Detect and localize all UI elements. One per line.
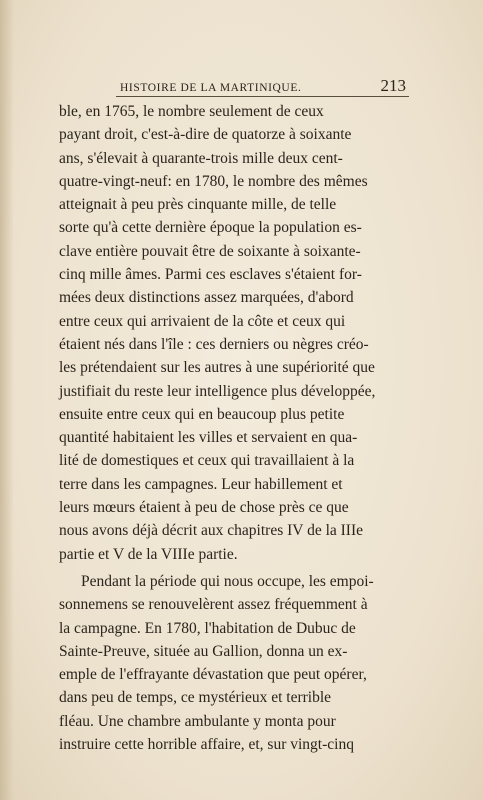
text-line: fléau. Une chambre ambulante y monta pour bbox=[59, 712, 336, 730]
text-line: Sainte-Preuve, située au Gallion, donna un ex- bbox=[59, 642, 348, 660]
text-line: lité de domestiques et ceux qui travaillaient à la bbox=[59, 452, 355, 470]
page-number: 213 bbox=[380, 76, 406, 95]
text-line: sorte qu'à cette dernière époque la population es- bbox=[59, 219, 362, 237]
page-body bbox=[59, 100, 411, 756]
text-line: mées deux distinctions assez marquées, d'abord bbox=[59, 289, 354, 307]
text-line: terre dans les campagnes. Leur habillement et bbox=[59, 475, 343, 493]
text-line: entre ceux qui arrivaient de la côte et ceux qui bbox=[59, 312, 346, 330]
text-line: emple de l'effrayante dévastation que peut opérer, bbox=[59, 666, 367, 684]
text-line: dans peu de temps, ce mystérieux et terrible bbox=[59, 689, 332, 707]
text-line: nous avons déjà décrit aux chapitres IV de la IIIe bbox=[59, 522, 363, 540]
text-line: payant droit, c'est-à-dire de quatorze à soixante bbox=[59, 126, 352, 144]
running-header bbox=[120, 76, 406, 96]
text-line: ensuite entre ceux qui en beaucoup plus petite bbox=[59, 405, 345, 423]
text-line: leurs mœurs étaient à peu de chose près ce que bbox=[59, 499, 349, 517]
text-line: quatre-vingt-neuf: en 1780, le nombre des mêmes bbox=[59, 172, 368, 190]
text-line: étaient nés dans l'île : ces derniers ou nègres créo- bbox=[59, 335, 369, 353]
text-line: ans, s'élevait à quarante-trois mille deux cent- bbox=[59, 149, 343, 167]
text-line: cinq mille âmes. Parmi ces esclaves s'étaient for- bbox=[59, 266, 362, 284]
running-title: HISTOIRE DE LA MARTINIQUE. bbox=[120, 82, 302, 94]
text-line: instruire cette horrible affaire, et, sur vingt-cinq bbox=[59, 736, 354, 754]
text-line: la campagne. En 1780, l'habitation de Dubuc de bbox=[59, 619, 356, 637]
page-gutter-shadow bbox=[0, 0, 14, 800]
text-line: clave entière pouvait être de soixante à soixante- bbox=[59, 242, 361, 260]
text-line: quantité habitaient les villes et servaient en qua- bbox=[59, 429, 358, 447]
text-line: partie et V de la VIIIe partie. bbox=[59, 545, 238, 563]
text-line: les prétendaient sur les autres à une supériorité que bbox=[59, 359, 375, 377]
text-line: ble, en 1765, le nombre seulement de ceux bbox=[59, 103, 324, 120]
text-line: Pendant la période qui nous occupe, les empoi- bbox=[81, 572, 374, 590]
text-line: atteignait à peu près cinquante mille, de telle bbox=[59, 196, 337, 214]
header-rule bbox=[116, 96, 409, 97]
text-line: sonnemens se renouvelèrent assez fréquemment à bbox=[59, 596, 368, 614]
text-line: justifiait du reste leur intelligence plus développée, bbox=[59, 382, 376, 400]
